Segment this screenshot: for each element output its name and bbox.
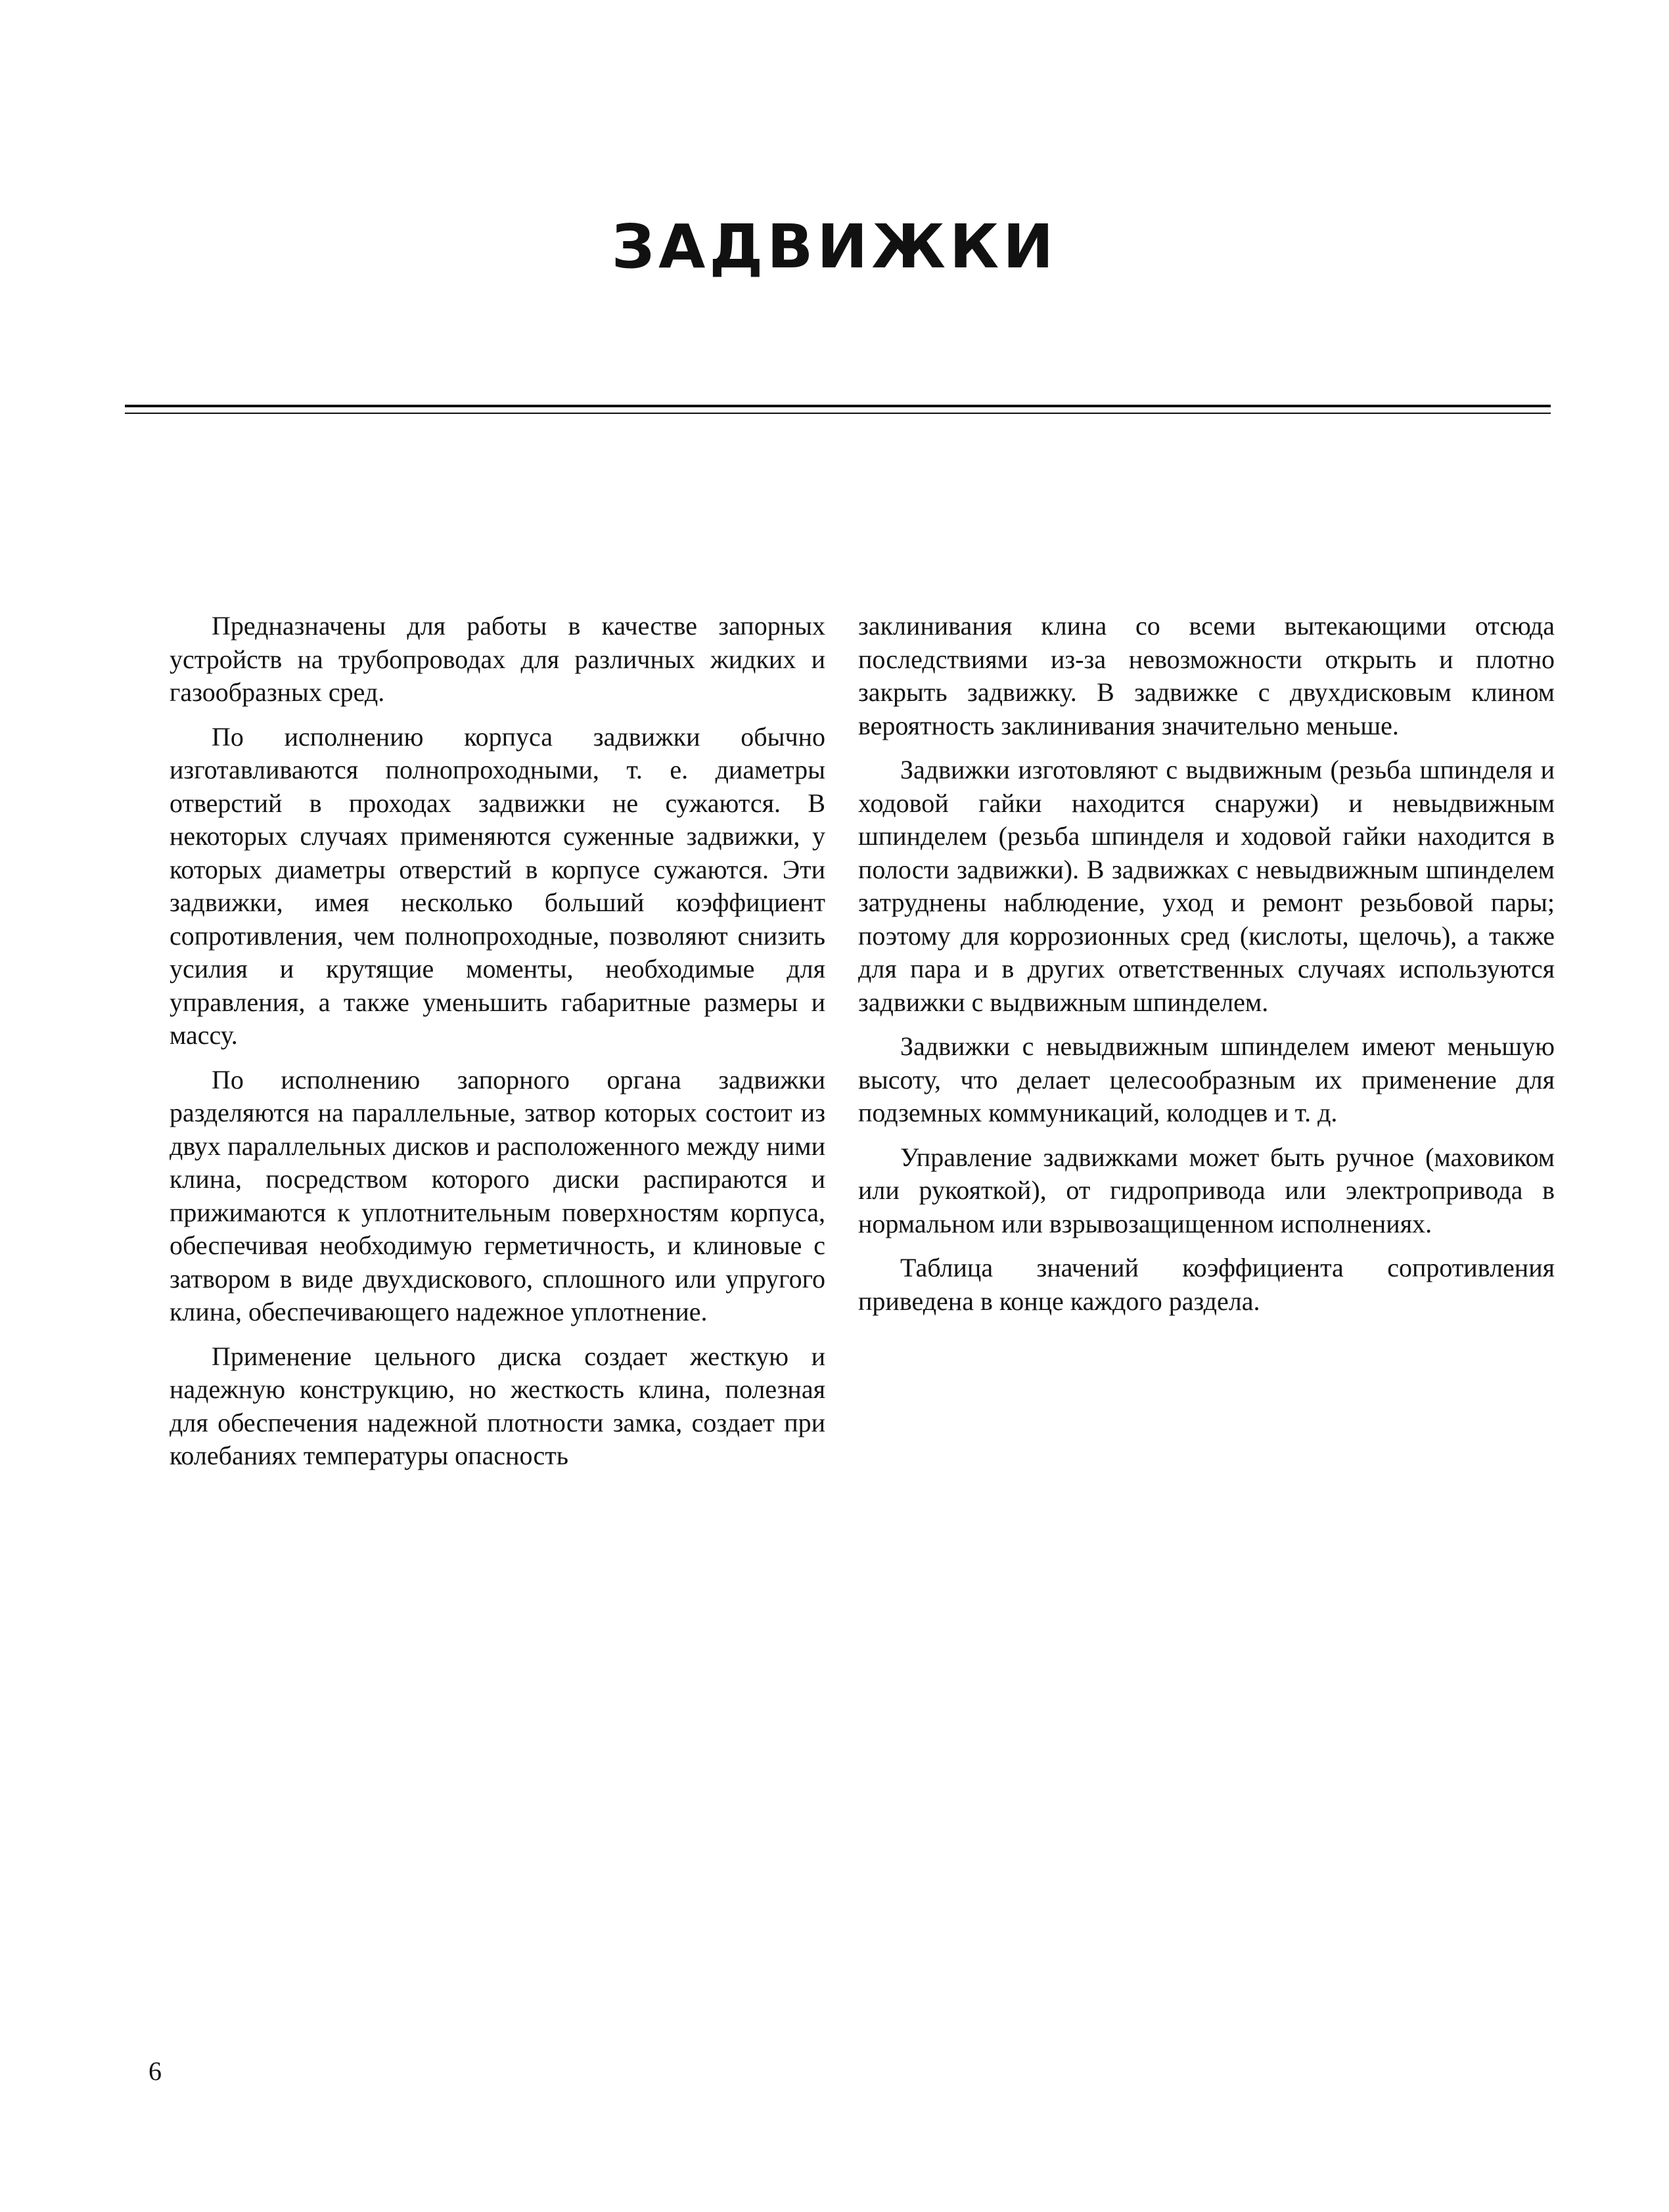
paragraph-spindle-types: Задвижки изготовляют с выдвижным (резьба шпинделя и ходовой гайки находится снаружи) и невыдвижным шпинделем (резьба шпинделя и ходовой гайки находится в полости задвижки). В задвижках с невыдвижным шпинделем затруднены наблюдение, уход и ремонт резьбовой пары; поэтому для коррозионных сред (кислоты, щелочь), а также для пара и в других ответственных случаях используются задвижки с выдвижным шпинделем. <box>858 755 1555 1017</box>
left-column <box>170 610 825 1484</box>
paragraph-purpose: Предназначены для работы в качестве запорных устройств на трубопроводах для различных жидких и газообразных сред. <box>170 611 825 707</box>
page-number: 6 <box>149 2056 162 2086</box>
header-rule-thick <box>125 405 1551 407</box>
page-title: ЗАДВИЖКИ <box>611 212 1058 282</box>
paragraph-solid-disc-continued: заклинивания клина со всеми вытекающими отсюда последствиями из-за невозможности открыть и плотно закрыть задвижку. В задвижке с двухдисковым клином вероятность заклинивания значительно меньше. <box>858 611 1555 740</box>
header-rule-thin <box>125 413 1551 414</box>
paragraph-closing-element: По исполнению запорного органа задвижки разделяются на параллельные, затвор которых состоит из двух параллельных дисков и расположенного между ними клина, посредством которого диски распираются и прижимаются к уплотнительным поверхностям корпуса, обеспечивая необходимую герметичность, и клиновые с затвором в виде двухдискового, сплошного или упругого клина, обеспечивающего надежное уплотнение. <box>170 1064 825 1326</box>
paragraph-non-rising-spindle: Задвижки с невыдвижным шпинделем имеют меньшую высоту, что делает целесообразным их применение для подземных коммуникаций, колодцев и т. д. <box>858 1031 1555 1127</box>
right-column <box>858 610 1555 1329</box>
paragraph-table-note: Таблица значений коэффициента сопротивления приведена в конце каждого раздела. <box>858 1253 1555 1316</box>
paragraph-solid-disc: Применение цельного диска создает жесткую и надежную конструкцию, но жесткость клина, полезная для обеспечения надежной плотности замка, создает при колебаниях температуры опасность <box>170 1341 825 1470</box>
paragraph-body-design: По исполнению корпуса задвижки обычно изготавливаются полнопроходными, т. е. диаметры отверстий в проходах задвижки не сужаются. В некоторых случаях применяются суженные задвижки, у которых диаметры отверстий в корпусе сужаются. Эти задвижки, имея несколько больший коэффициент сопротивления, чем полнопроходные, позволяют снизить усилия и крутящие моменты, необходимые для управления, а также уменьшить габаритные размеры и массу. <box>170 721 825 1050</box>
paragraph-control: Управление задвижками может быть ручное (маховиком или рукояткой), от гидропривода или электропривода в нормальном или взрывозащищенном исполнениях. <box>858 1142 1555 1238</box>
